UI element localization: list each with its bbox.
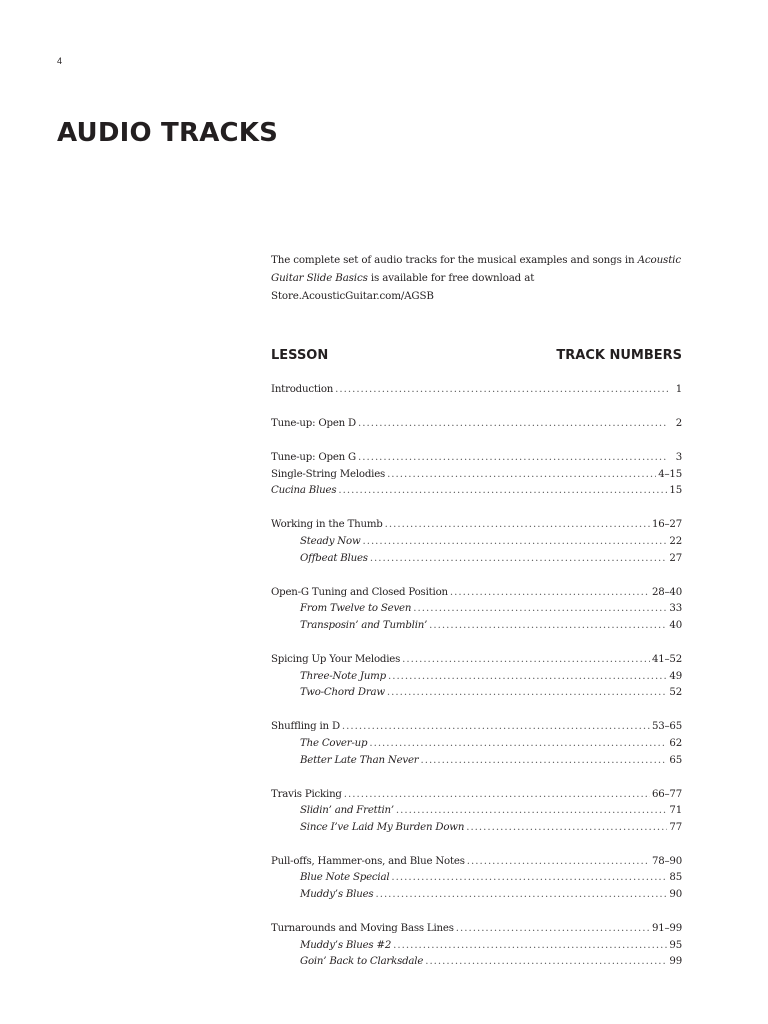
toc-entry [271,469,682,486]
track-number: 53–65 [651,721,682,733]
dot-leader [344,789,650,800]
track-number: 4–15 [658,468,682,480]
track-number: 65 [669,754,682,766]
lesson-title: Single-String Melodies [271,468,386,480]
track-number: 91–99 [651,923,682,935]
dot-leader [338,485,667,496]
track-number: 99 [669,956,682,968]
toc-entry [271,587,682,604]
toc-group [271,418,682,435]
lesson-title: Tune-up: Open D [271,418,357,430]
dot-leader [467,856,650,867]
track-number: 41–52 [651,654,682,666]
toc-subentry [271,603,682,620]
lesson-title: Pull-offs, Hammer-ons, and Blue Notes [271,855,465,867]
track-number: 3 [675,452,682,464]
lesson-title: Introduction [271,384,334,395]
track-numbers-column-heading: TRACK NUMBERS [556,348,682,363]
toc-group [271,519,682,569]
toc-group [271,856,682,906]
toc-entry [271,452,682,469]
dot-leader [420,755,667,766]
toc-entry [271,418,682,435]
toc-group [271,452,682,502]
lesson-title: Three-Note Jump [300,670,386,682]
dot-leader [358,452,668,463]
track-number: 40 [669,619,682,631]
toc-entry [271,789,682,806]
track-number: 16–27 [651,519,682,531]
dot-leader [413,603,667,614]
toc-subentry [271,805,682,822]
lesson-title: Offbeat Blues [300,552,368,564]
lesson-title: Since I’ve Laid My Burden Down [300,821,465,833]
track-number: 2 [675,418,682,430]
page-number: 4 [57,56,63,66]
lesson-title: Open-G Tuning and Closed Position [271,586,448,598]
lesson-title: Goin’ Back to Clarksdale [300,956,424,968]
toc-group [271,654,682,704]
lesson-title: Blue Note Special [300,872,390,884]
lesson-title: Travis Picking [271,788,342,800]
toc-subentry [271,822,682,839]
dot-leader [429,620,667,631]
dot-leader [369,738,667,749]
toc-subentry [271,956,682,973]
toc-subentry [271,671,682,688]
toc-group [271,721,682,771]
dot-leader [375,889,667,900]
dot-leader [370,553,668,564]
track-number: 49 [669,670,682,682]
track-list [271,384,682,990]
intro-text-start: The complete set of audio tracks for the musical examples and songs in [271,254,638,266]
dot-leader [391,872,667,883]
intro-text-end: is available for free download at Store.AcousticGuitar.com/AGSB [271,272,535,302]
toc-subentry [271,687,682,704]
page-title: AUDIO TRACKS [57,118,279,148]
dot-leader [342,721,650,732]
dot-leader [388,671,667,682]
dot-leader [456,923,650,934]
lesson-title: Steady Now [300,536,361,548]
dot-leader [393,940,667,951]
dot-leader [358,418,668,429]
dot-leader [335,384,668,395]
lesson-title: The Cover-up [300,737,368,749]
track-number: 62 [669,737,682,749]
toc-entry [271,856,682,873]
dot-leader [402,654,650,665]
track-number: 33 [669,603,682,615]
lesson-column-heading: LESSON [271,348,329,363]
dot-leader [466,822,667,833]
toc-subentry [271,872,682,889]
toc-subentry [271,738,682,755]
track-number: 52 [669,687,682,699]
lesson-title: Turnarounds and Moving Bass Lines [271,923,454,935]
track-number: 85 [669,872,682,884]
lesson-title: From Twelve to Seven [300,603,412,615]
intro-paragraph [271,251,691,305]
lesson-title: Working in the Thumb [271,519,383,531]
toc-header [271,348,682,363]
toc-group [271,789,682,839]
dot-leader [362,536,667,547]
lesson-title: Shuffling in D [271,721,340,733]
toc-entry [271,923,682,940]
track-number: 22 [669,536,682,548]
lesson-title: Transposin’ and Tumblin’ [300,619,428,631]
toc-entry [271,721,682,738]
dot-leader [385,519,650,530]
track-number: 27 [669,552,682,564]
lesson-title: Muddy’s Blues [300,889,374,901]
track-number: 15 [669,485,682,497]
toc-group [271,923,682,973]
lesson-title: Two-Chord Draw [300,687,385,699]
toc-subentry [271,536,682,553]
toc-entry [271,384,682,401]
track-number: 1 [675,384,682,395]
toc-subentry [271,620,682,637]
toc-subentry [271,553,682,570]
track-number: 71 [669,805,682,817]
dot-leader [450,587,650,598]
lesson-title: Spicing Up Your Melodies [271,654,401,666]
track-number: 77 [669,821,682,833]
lesson-title: Cucina Blues [271,485,337,497]
dot-leader [387,469,656,480]
track-number: 28–40 [651,586,682,598]
track-number: 66–77 [651,788,682,800]
track-number: 90 [669,889,682,901]
toc-subentry [271,940,682,957]
book-title: Acoustic Guitar Slide Basics [271,254,681,284]
toc-group [271,384,682,401]
dot-leader [387,687,668,698]
toc-entry [271,519,682,536]
track-number: 78–90 [651,855,682,867]
toc-entry [271,654,682,671]
toc-subentry [271,889,682,906]
lesson-title: Slidin’ and Frettin’ [300,805,394,817]
track-number: 95 [669,939,682,951]
toc-subentry [271,755,682,772]
lesson-title: Muddy’s Blues #2 [300,939,392,951]
toc-group [271,587,682,637]
lesson-title: Tune-up: Open G [271,452,356,464]
dot-leader [396,805,668,816]
dot-leader [425,956,667,967]
toc-entry [271,485,682,502]
lesson-title: Better Late Than Never [300,754,419,766]
